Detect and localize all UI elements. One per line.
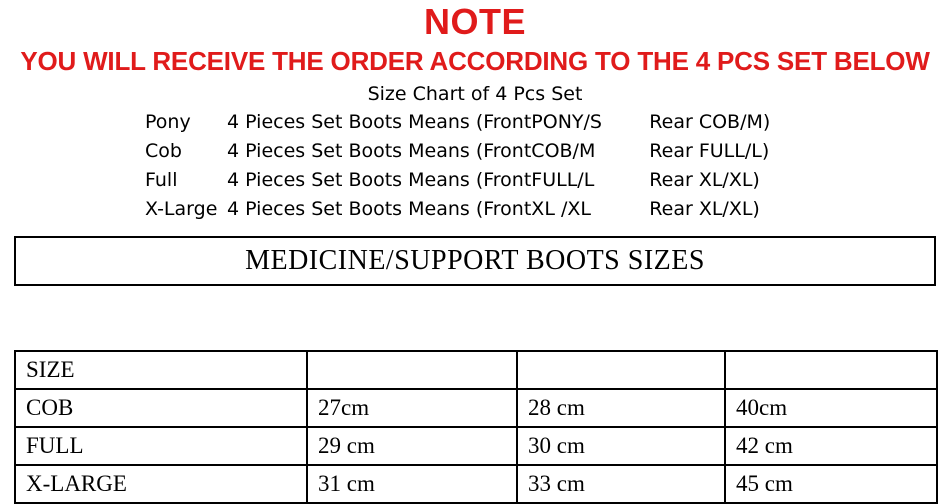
table-cell: X-LARGE	[15, 465, 307, 503]
list-item	[145, 195, 805, 224]
set-size-label: X-Large	[145, 198, 218, 220]
layout-spacer	[0, 286, 950, 350]
table-cell: 40cm	[725, 389, 937, 427]
section-banner-text: MEDICINE/SUPPORT BOOTS SIZES	[245, 245, 705, 276]
set-front-value: XL /XL	[531, 198, 591, 220]
set-size-label: Pony	[145, 111, 191, 133]
table-header-cell	[307, 351, 517, 389]
set-means-text: 4 Pieces Set Boots Means (Front	[227, 140, 532, 162]
table-row	[15, 465, 937, 503]
set-rear-value: Rear XL/XL)	[649, 198, 760, 220]
list-item	[145, 108, 805, 137]
table-row	[15, 427, 937, 465]
sizes-table	[14, 350, 938, 504]
set-front-value: PONY/S	[531, 111, 602, 133]
table-cell: 30 cm	[517, 427, 725, 465]
size-chart-list	[145, 106, 805, 224]
set-means-text: 4 Pieces Set Boots Means (Front	[227, 198, 532, 220]
set-rear-value: Rear COB/M)	[649, 111, 771, 133]
set-front-value: COB/M	[531, 140, 596, 162]
set-front-value: FULL/L	[531, 169, 595, 191]
note-title: NOTE	[423, 1, 526, 42]
table-cell: 42 cm	[725, 427, 937, 465]
table-header-cell	[725, 351, 937, 389]
table-cell: 31 cm	[307, 465, 517, 503]
set-means-text: 4 Pieces Set Boots Means (Front	[227, 169, 532, 191]
set-size-label: Cob	[145, 140, 182, 162]
table-header-cell	[517, 351, 725, 389]
table-cell: COB	[15, 389, 307, 427]
set-rear-value: Rear XL/XL)	[649, 169, 760, 191]
table-cell: FULL	[15, 427, 307, 465]
table-row	[15, 389, 937, 427]
size-chart-heading: Size Chart of 4 Pcs Set	[367, 83, 583, 105]
table-row	[15, 351, 937, 389]
set-size-label: Full	[145, 169, 178, 191]
list-item	[145, 166, 805, 195]
section-banner	[14, 236, 936, 286]
list-item	[145, 137, 805, 166]
table-cell: 28 cm	[517, 389, 725, 427]
set-rear-value: Rear FULL/L)	[649, 140, 770, 162]
note-subtitle: YOU WILL RECEIVE THE ORDER ACCORDING TO THE 4 PCS SET BELOW	[20, 46, 930, 76]
table-header-cell: SIZE	[15, 351, 307, 389]
table-cell: 45 cm	[725, 465, 937, 503]
table-cell: 29 cm	[307, 427, 517, 465]
table-cell: 27cm	[307, 389, 517, 427]
table-cell: 33 cm	[517, 465, 725, 503]
set-means-text: 4 Pieces Set Boots Means (Front	[227, 111, 532, 133]
